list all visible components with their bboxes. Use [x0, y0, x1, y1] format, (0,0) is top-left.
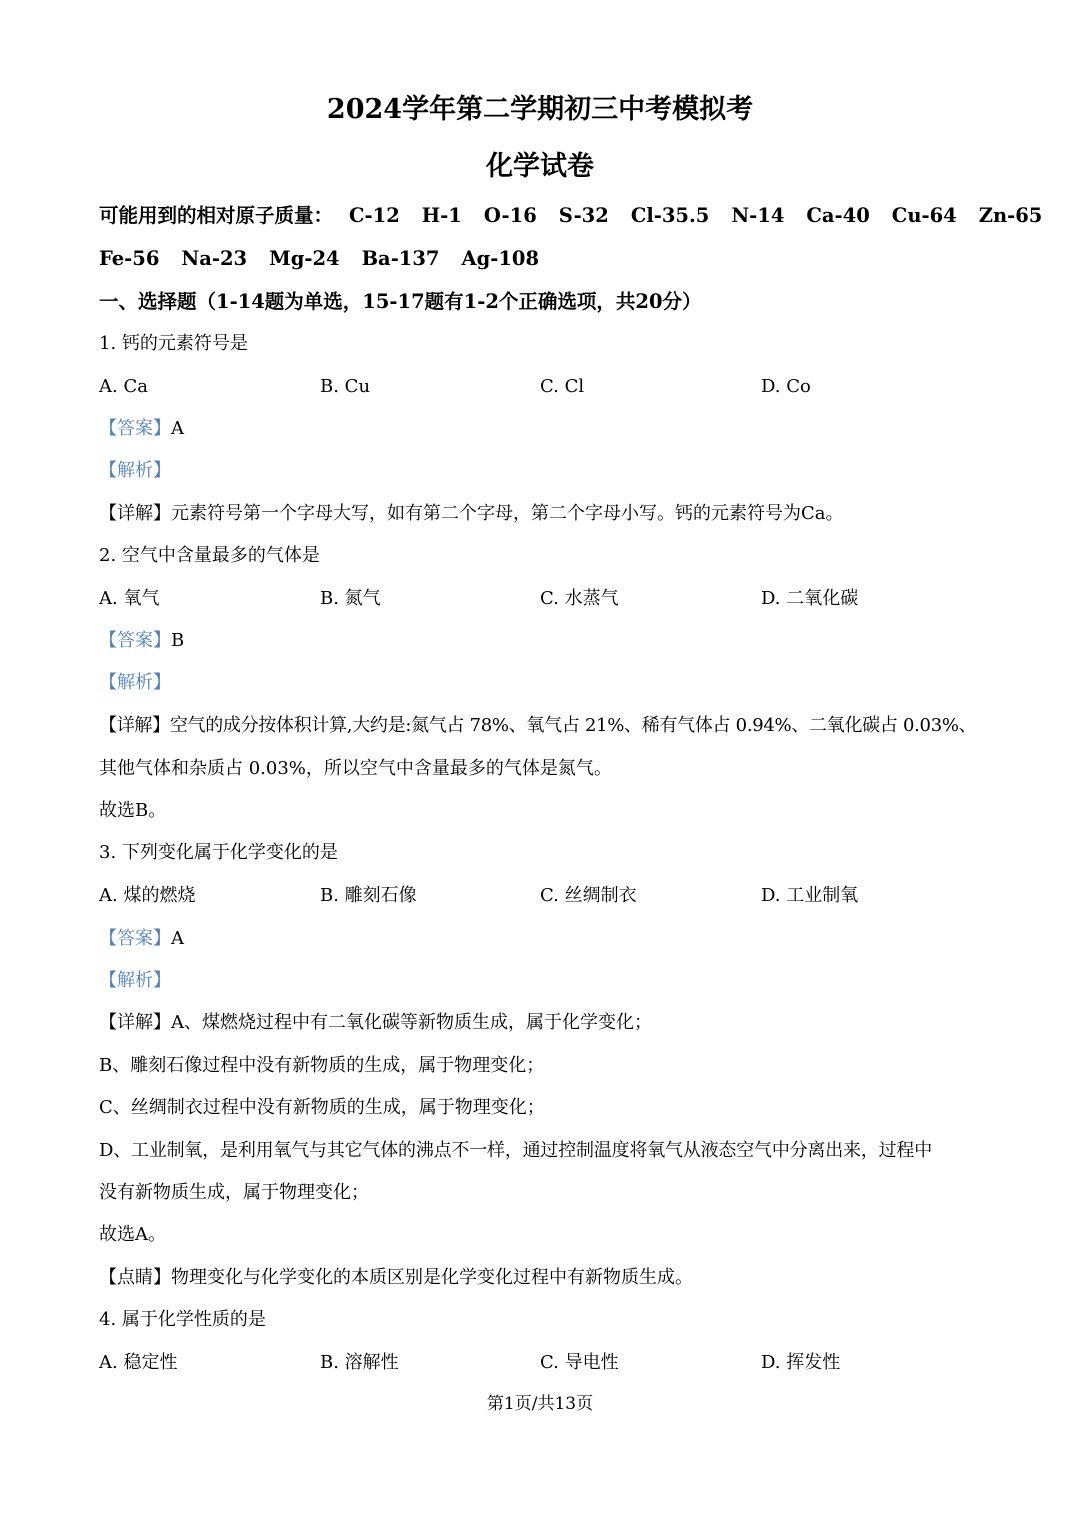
answer-line	[99, 416, 984, 442]
detail-text: 故选A。	[99, 1224, 166, 1245]
comment-text: 物理变化与化学变化的本质区别是化学变化过程中有新物质生成。	[171, 1267, 693, 1288]
option-d: D. 挥发性	[761, 1352, 841, 1373]
option-b: B. 雕刻石像	[320, 885, 417, 906]
analysis-tag: 【解析】	[99, 460, 171, 481]
option-b: B. Cu	[320, 376, 371, 397]
option-a: A. 氧气	[99, 588, 160, 609]
atomic-mass-item: C-12	[349, 204, 400, 227]
detail-line	[99, 1010, 984, 1036]
option-b: B. 溶解性	[320, 1352, 399, 1373]
atomic-mass-item: O-16	[483, 204, 537, 227]
answer-tag: 【答案】	[99, 928, 171, 949]
option-b: B. 氮气	[320, 588, 381, 609]
option-d: D. 二氧化碳	[761, 588, 859, 609]
question-stem: 1. 钙的元素符号是	[99, 333, 248, 354]
atomic-mass-item: Ag-108	[461, 247, 540, 270]
detail-line	[99, 501, 984, 527]
option-c: C. 水蒸气	[540, 588, 619, 609]
section-heading: 一、选择题（1-14题为单选，15-17题有1-2个正确选项，共20分）	[99, 290, 702, 313]
atomic-mass-item: Ca-40	[806, 204, 870, 227]
atomic-mass-item: H-1	[421, 204, 462, 227]
exam-subtitle: 化学试卷	[486, 151, 594, 182]
atomic-mass-item: Cu-64	[891, 204, 957, 227]
question-stem: 2. 空气中含量最多的气体是	[99, 545, 320, 566]
question-stem: 4. 属于化学性质的是	[99, 1309, 266, 1330]
detail-text: 元素符号第一个字母大写，如有第二个字母，第二个字母小写。钙的元素符号为Ca。	[171, 503, 844, 524]
atomic-mass-item: Mg-24	[269, 247, 340, 270]
detail-line	[99, 713, 984, 739]
detail-text: 空气的成分按体积计算,大约是:氮气占 78%、氧气占 21%、稀有气体占 0.94%、二氧化碳占 0.03%、	[169, 715, 977, 736]
detail-tag: 【详解】	[99, 1012, 171, 1033]
atomic-mass-item: N-14	[731, 204, 785, 227]
answer-value: A	[171, 418, 184, 439]
exam-title: 2024学年第二学期初三中考模拟考	[326, 94, 754, 125]
atomic-mass-line-1	[99, 203, 1043, 229]
atomic-mass-item: Zn-65	[978, 204, 1043, 227]
analysis-tag: 【解析】	[99, 970, 171, 991]
analysis-tag: 【解析】	[99, 672, 171, 693]
option-a: A. 稳定性	[99, 1352, 178, 1373]
detail-text: B、雕刻石像过程中没有新物质的生成，属于物理变化；	[99, 1055, 545, 1076]
atomic-mass-line-2	[99, 246, 984, 272]
detail-tag: 【详解】	[99, 715, 170, 736]
answer-value: B	[171, 630, 185, 651]
option-a: A. Ca	[99, 376, 148, 397]
detail-text: D、工业制氧，是利用氧气与其它气体的沸点不一样，通过控制温度将氧气从液态空气中分离出来，过程中	[99, 1140, 933, 1161]
option-c: C. 丝绸制衣	[540, 885, 637, 906]
answer-line	[99, 926, 984, 952]
option-d: D. Co	[761, 376, 811, 397]
answer-tag: 【答案】	[99, 630, 171, 651]
atomic-mass-item: Fe-56	[99, 247, 160, 270]
question-stem: 3. 下列变化属于化学变化的是	[99, 842, 338, 863]
atomic-mass-item: Na-23	[181, 247, 248, 270]
answer-tag: 【答案】	[99, 418, 171, 439]
option-c: C. 导电性	[540, 1352, 619, 1373]
detail-text: 没有新物质生成，属于物理变化；	[99, 1182, 369, 1203]
detail-text: A、煤燃烧过程中有二氧化碳等新物质生成，属于化学变化；	[171, 1012, 652, 1033]
option-c: C. Cl	[540, 376, 585, 397]
atomic-mass-item: Ba-137	[361, 247, 440, 270]
option-d: D. 工业制氧	[761, 885, 859, 906]
answer-value: A	[171, 928, 184, 949]
detail-text: 故选B。	[99, 800, 167, 821]
option-a: A. 煤的燃烧	[99, 885, 196, 906]
atomic-mass-item: S-32	[558, 204, 609, 227]
detail-text: 其他气体和杂质占 0.03%，所以空气中含量最多的气体是氮气。	[99, 758, 612, 779]
comment-tag: 【点睛】	[99, 1267, 171, 1288]
atomic-mass-item: Cl-35.5	[630, 204, 710, 227]
page-number: 第1页/共13页	[486, 1394, 594, 1414]
detail-text: C、丝绸制衣过程中没有新物质的生成，属于物理变化；	[99, 1097, 545, 1118]
atomic-mass-label: 可能用到的相对原子质量：	[99, 204, 334, 227]
comment-line	[99, 1265, 984, 1291]
detail-tag: 【详解】	[99, 503, 171, 524]
answer-line	[99, 628, 984, 654]
